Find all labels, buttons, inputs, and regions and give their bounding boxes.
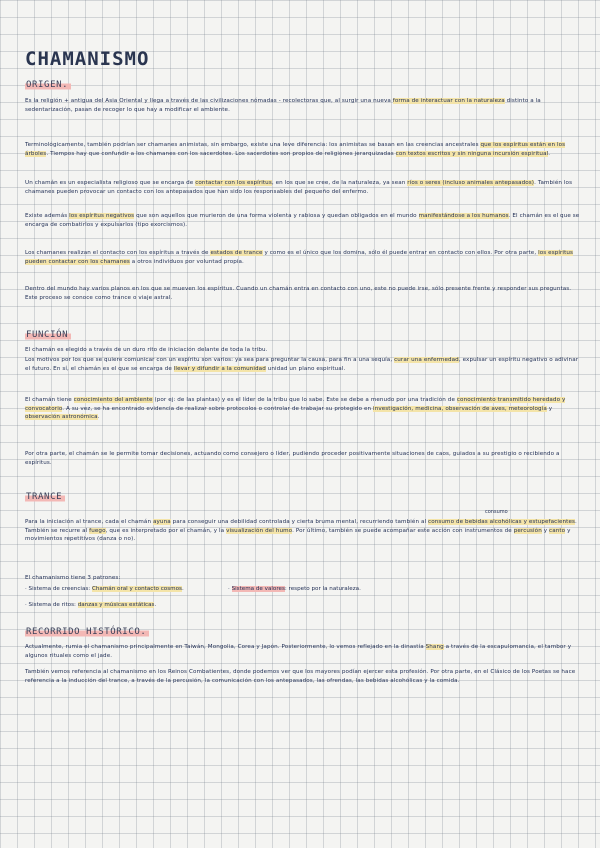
text-run: . Por último, también se puede acompañar este acción con instrumentos de: [292, 527, 514, 534]
highlighted-text: ríos o seres (incluso animales antepasados): [407, 180, 535, 186]
highlighted-text: manifestándose a los humanos: [418, 213, 509, 219]
highlighted-text: danzas y músicas extáticas: [77, 602, 155, 608]
text-run: unidad un plano espiritual.: [265, 365, 346, 372]
text-run: y: [546, 405, 553, 412]
text-run: (por ej: de las plantas) y es el líder de la tribu que lo sabe. Este se debe a menudo por una tradición de: [152, 397, 457, 403]
text-run: . También se recurre al: [25, 519, 577, 534]
highlighted-text: visualización del humo: [226, 527, 293, 534]
text-run: a través de la escapulomancia, el tambor y algunos rituales como el jade.: [25, 644, 572, 659]
text-run: Los chamanes realizan el contacto con los espíritus a través de: [25, 250, 211, 256]
text-run: . A su vez, se ha encontrado evidencia de realizar sobre protocolos o controlar de trabajar su protegido en: [62, 405, 374, 412]
recorrido-paragraph-1: [25, 643, 581, 660]
highlighted-text: Chamán oral y contacto cosmos: [91, 586, 182, 592]
text-run: que son aquellos que murieron de una forma violenta y rabiosa y quedan obligados en el mundo: [134, 213, 419, 219]
text-run: Para la iniciación al trance, cada el chamán: [25, 519, 153, 525]
text-run: Es la religión + antigua del Asia Oriental y llega a través de las civilizaciones nómadas - recolectoras que, al surgir una nueva: [25, 98, 393, 104]
highlighted-text: llevar y difundir a la comunidad: [173, 365, 266, 372]
origen-paragraph-5: [25, 249, 581, 266]
text-run: Existe además: [25, 213, 70, 219]
text-run: , que es interpretado por el chamán, y la: [105, 527, 227, 534]
origen-paragraph-1: [25, 97, 581, 114]
highlighted-text: ayuna: [152, 519, 171, 525]
highlighted-text: los espíritus pueden contactar con los chamanes: [25, 250, 574, 265]
text-run: distinto a la sedentarización, pasan de recoger lo que hay a modificar el ambiente.: [25, 98, 541, 113]
highlighted-text: curar una enfermedad: [394, 357, 459, 363]
highlighted-text: que los espíritus están en los árboles: [25, 142, 566, 157]
text-run: . Tiempos hay que confundir a los chamanes con los sacerdotes. Los sacerdotes son propios de religiones jerarquizadas: [46, 150, 396, 157]
highlighted-text: contactar con los espíritus: [195, 180, 272, 186]
highlighted-text: investigación, medicina, observación de aves, meteorología: [373, 405, 547, 412]
list-item: [25, 601, 156, 610]
text-run: : respeto por la naturaleza.: [284, 586, 361, 592]
text-run: a otros individuos por voluntad propia.: [129, 258, 244, 265]
text-run: · Sistema de creencias:: [25, 586, 92, 592]
funcion-paragraph-1: El chamán es elegido a través de un duro rito de iniciación delante de toda la tribu.: [25, 347, 268, 353]
text-run: .: [154, 602, 157, 608]
text-run: y movimientos repetitivos (danza o no).: [25, 527, 571, 542]
highlighted-text: canto: [549, 527, 566, 534]
text-run: , expulsar un espíritu negativo o adivinar el futuro. En sí, el chamán es el que se encarga de: [25, 357, 579, 372]
highlighted-text: forma de interactuar con la naturaleza: [392, 98, 505, 104]
text-run: Los motivos por los que se quiere comunicar con un espíritu son varios: ya sea para preguntar la causa, para fin a una sequía,: [25, 357, 395, 363]
highlighted-text: percusión: [513, 527, 542, 534]
highlighted-text: consumo de bebidas alcohólicas y estupefacientes: [428, 519, 576, 525]
section-heading-trance: TRANCE: [25, 492, 65, 502]
text-run: . El chamán es el que se encarga de combatirlos y expulsarlos (tipo exorcismos).: [25, 213, 580, 228]
text-run: , en los que se cree, de la naturaleza, ya sean: [271, 180, 408, 186]
text-run: El chamán tiene: [25, 397, 74, 403]
text-run: y: [541, 527, 550, 534]
highlighted-text: Shang: [425, 644, 444, 650]
text-run: ·: [228, 586, 232, 592]
highlighted-text: Sistema de valores: [231, 586, 285, 592]
section-heading-origen: ORIGEN.: [25, 80, 71, 90]
section-heading-recorrido-historico: RECORRIDO HISTÓRICO.: [25, 627, 149, 637]
highlighted-text: conocimiento del ambiente: [73, 397, 153, 403]
origen-paragraph-3: [25, 179, 581, 196]
highlighted-text: estados de trance: [210, 250, 263, 256]
funcion-paragraph-4: Por otra parte, el chamán se le permite tomar decisiones, actuando como consejero o líder, pudiendo proceder positivamente situaciones de caos, guiados a su prestigio o recibiendo a espíritus.: [25, 451, 560, 466]
recorrido-paragraph-2: También vemos referencia al chamanismo en los Reinos Combatientes, donde podemos ver que los mayores podían ejercer esta profesión. Por otra parte, en el Clásico de los Poetas se hace referencia a la inducción del trance, a través de la percusión, la comunicación con los antepasados, las ofrendas, las bebidas alcohólicas y la comida.: [25, 669, 576, 684]
text-run: para conseguir una debilidad controlada y cierta bruma mental, recurriendo también al: [170, 519, 429, 525]
page-title: CHAMANISMO: [25, 48, 150, 70]
list-item: [228, 585, 361, 594]
text-run: y como es el único que los domina, sólo él puede entrar en contacto con ellos. Por otra parte,: [262, 250, 539, 256]
list-item: [25, 585, 184, 594]
highlighted-text: fuego: [89, 527, 106, 534]
highlighted-text: los espíritus negativos: [69, 213, 135, 219]
text-run: .: [548, 150, 551, 157]
origen-paragraph-6: Dentro del mundo hay varios planos en los que se mueven los espíritus. Cuando un chamán entra en contacto con uno, este no puede irse, sólo presente frente y responder sus preguntas. Este proceso se conoce como trance o viaje astral.: [25, 286, 572, 301]
highlighted-text: observación astronómica: [25, 414, 98, 420]
trance-paragraph-1: [25, 518, 581, 544]
funcion-paragraph-3: [25, 396, 581, 422]
funcion-paragraph-2: [25, 356, 581, 373]
highlighted-text: conocimiento transmitido heredado y convocatorio: [25, 397, 566, 412]
trance-list-intro: El chamanismo tiene 3 patrones:: [25, 575, 121, 581]
section-heading-funcion: FUNCIÓN: [25, 330, 71, 340]
text-run: .: [181, 586, 184, 592]
text-run: · Sistema de ritos:: [25, 602, 78, 608]
margin-note: consumo: [485, 509, 508, 515]
text-run: .: [97, 414, 100, 420]
text-run: Terminológicamente, también podrían ser chamanes animistas, sin embargo, existe una leve diferencia: los animistas se basan en las creencias ancestrales: [25, 142, 481, 148]
origen-paragraph-2: [25, 141, 581, 158]
highlighted-text: con textos escritos y sin ninguna incursión espiritual: [395, 150, 549, 157]
text-run: . También los chamanes pueden provocar un contacto con los antepasados que han sido los responsables del pequeño del enfermo.: [25, 180, 573, 195]
text-run: Un chamán es un especialista religioso que se encarga de: [25, 180, 196, 186]
text-run: Actualmente, rumia el chamanismo principalmente en Taiwán, Mongolia, Corea y Japón. Posteriormente, lo vemos reflejado en la dinastía: [25, 644, 426, 650]
origen-paragraph-4: [25, 212, 581, 229]
